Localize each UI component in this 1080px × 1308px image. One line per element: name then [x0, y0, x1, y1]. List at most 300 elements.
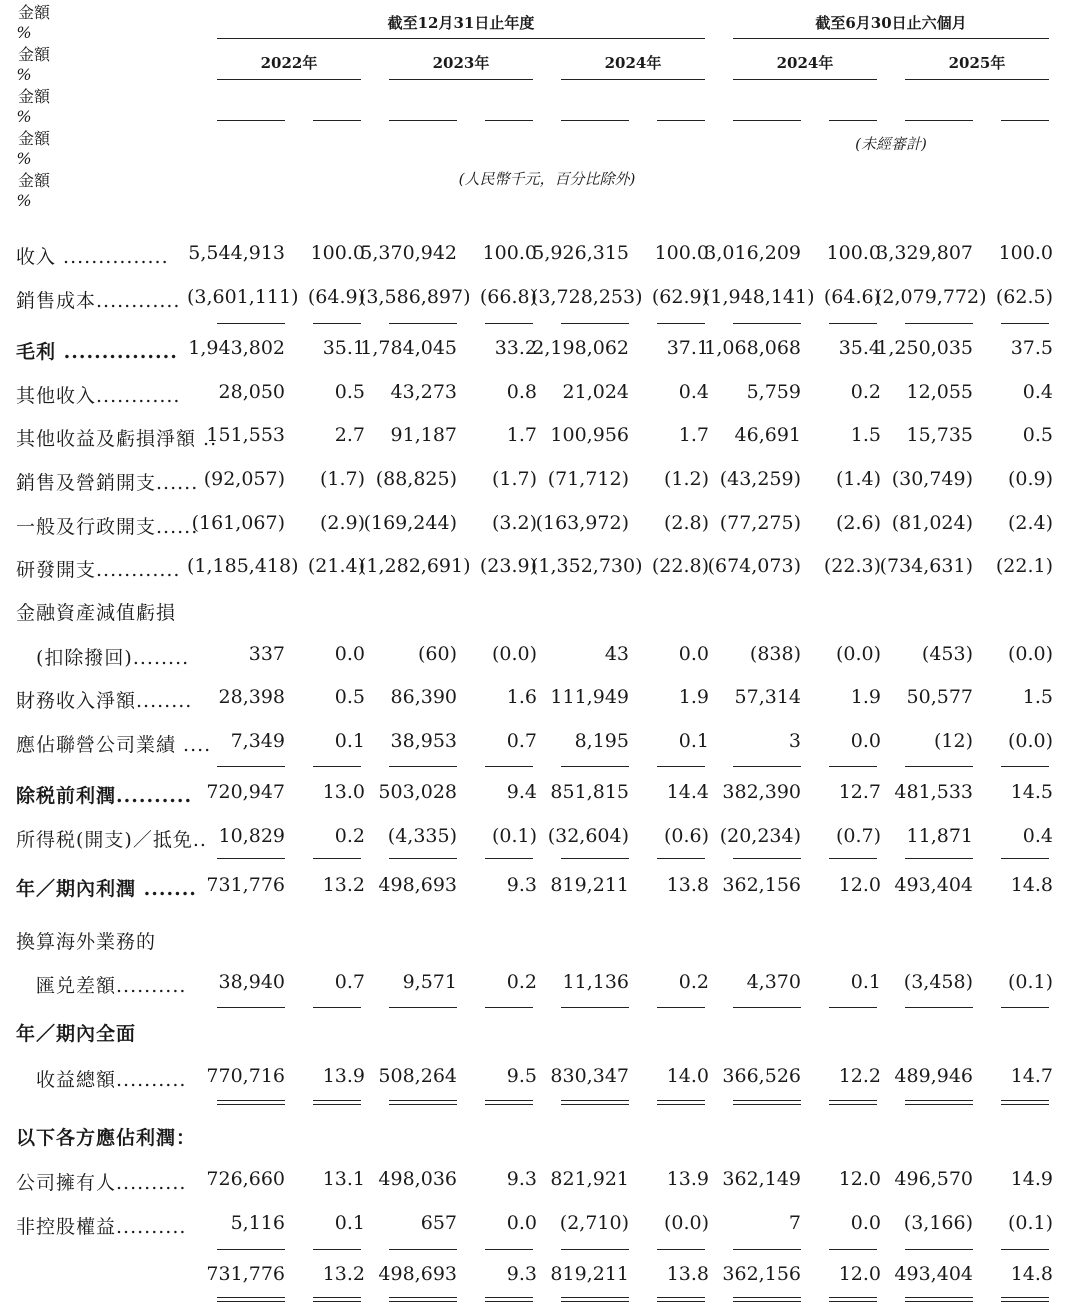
percent-column-header: % [16, 191, 32, 210]
sum-rule [829, 858, 877, 859]
cell-value: 8,195 [574, 730, 629, 752]
cell-value: (2,079,772) [875, 286, 987, 308]
cell-value: 37.1 [666, 337, 709, 359]
row-label: 匯兑差額.......... [36, 975, 187, 997]
cell-value: 12,055 [906, 381, 973, 403]
cell-value: (0.0) [491, 643, 537, 665]
cell-value: 0.4 [1022, 825, 1053, 847]
cell-value: 7,349 [230, 730, 285, 752]
cell-value: 0.0 [506, 1212, 537, 1234]
cell-value: 0.1 [678, 730, 709, 752]
sum-rule [485, 323, 533, 324]
cell-value: 726,660 [206, 1168, 285, 1190]
cell-value: 498,693 [378, 1263, 457, 1285]
cell-value: 1,250,035 [876, 337, 973, 359]
cell-value: 1,068,068 [704, 337, 801, 359]
cell-value: 3 [788, 730, 801, 752]
cell-value: 100.0 [998, 242, 1053, 264]
sum-rule [313, 1249, 361, 1250]
cell-value: (21.4) [307, 555, 365, 577]
sum-rule [1001, 1007, 1049, 1008]
sum-rule [217, 858, 285, 859]
cell-value: (0.7) [835, 825, 881, 847]
cell-value: 0.8 [506, 381, 537, 403]
cell-value: 100.0 [654, 242, 709, 264]
row-label: (扣除撥回)........ [36, 647, 190, 669]
cell-value: 14.8 [1010, 1263, 1053, 1285]
cell-value: 362,156 [722, 1263, 801, 1285]
row-label: 一般及行政開支...... [16, 516, 199, 538]
cell-value: 5,370,942 [360, 242, 457, 264]
amount-column-header: 金額 [17, 45, 50, 64]
cell-value: 13.8 [666, 874, 709, 896]
cell-value: 12.0 [838, 1168, 881, 1190]
row-label: 銷售成本............ [16, 290, 181, 312]
cell-value: 5,116 [230, 1212, 285, 1234]
amount-header-rule [389, 120, 457, 121]
cell-value: 496,570 [894, 1168, 973, 1190]
amount-column-header: 金額 [17, 3, 50, 22]
cell-value: 0.0 [850, 1212, 881, 1234]
percent-column-header: % [16, 65, 32, 84]
cell-value: (20,234) [719, 825, 801, 847]
cell-value: (64.9) [307, 286, 365, 308]
total-double-rule [1001, 1297, 1049, 1302]
cell-value: 493,404 [894, 1263, 973, 1285]
percent-header-rule [485, 120, 533, 121]
unaudited-note: (未經審計) [855, 135, 927, 153]
total-double-rule [657, 1100, 705, 1105]
sum-rule [485, 1007, 533, 1008]
cell-value: 14.7 [1010, 1065, 1053, 1087]
cell-value: 720,947 [206, 781, 285, 803]
percent-column-header: % [16, 23, 32, 42]
cell-value: 0.0 [678, 643, 709, 665]
header-group-six-months: 截至6月30日止六個月 [815, 14, 967, 32]
sum-rule [561, 1007, 629, 1008]
cell-value: 35.1 [322, 337, 365, 359]
cell-value: (1.2) [663, 468, 709, 490]
amount-header-rule [561, 120, 629, 121]
cell-value: 503,028 [378, 781, 457, 803]
sum-rule [657, 1007, 705, 1008]
cell-value: (734,631) [879, 555, 973, 577]
cell-value: 12.2 [838, 1065, 881, 1087]
year-header: 2023年 [432, 54, 490, 72]
cell-value: 830,347 [550, 1065, 629, 1087]
year-header: 2022年 [260, 54, 318, 72]
cell-value: (0.0) [1007, 730, 1053, 752]
year-rule [389, 79, 533, 80]
row-label: 研發開支............ [16, 559, 181, 581]
cell-value: 100.0 [826, 242, 881, 264]
total-double-rule [561, 1100, 629, 1105]
cell-value: (1.7) [319, 468, 365, 490]
row-label: 除税前利潤.......... [16, 785, 193, 807]
cell-value: 50,577 [906, 686, 973, 708]
header-group-full-year: 截至12月31日止年度 [387, 14, 535, 32]
sum-rule [217, 1249, 285, 1250]
row-label: 財務收入淨額........ [16, 690, 193, 712]
cell-value: 0.1 [850, 971, 881, 993]
cell-value: 0.5 [1022, 424, 1053, 446]
percent-header-rule [829, 120, 877, 121]
cell-value: 508,264 [378, 1065, 457, 1087]
sum-rule [1001, 858, 1049, 859]
percent-column-header: % [16, 107, 32, 126]
cell-value: 15,735 [906, 424, 973, 446]
cell-value: 28,398 [218, 686, 285, 708]
cell-value: 111,949 [550, 686, 629, 708]
cell-value: (22.3) [823, 555, 881, 577]
cell-value: 821,921 [550, 1168, 629, 1190]
sum-rule [905, 858, 973, 859]
cell-value: (3,458) [903, 971, 973, 993]
sum-rule [905, 1249, 973, 1250]
cell-value: 0.1 [334, 730, 365, 752]
sum-rule [561, 858, 629, 859]
amount-column-header: 金額 [17, 171, 50, 190]
total-double-rule [389, 1100, 457, 1105]
cell-value: 498,036 [378, 1168, 457, 1190]
year-rule [561, 79, 705, 80]
total-double-rule [905, 1100, 973, 1105]
row-label: 年／期內全面 [16, 1023, 137, 1045]
cell-value: (163,972) [535, 512, 629, 534]
row-label: 其他收益及虧損淨額 .. [16, 428, 218, 450]
cell-value: (60) [417, 643, 457, 665]
cell-value: (0.6) [663, 825, 709, 847]
cell-value: 14.4 [666, 781, 709, 803]
row-label: 其他收入............ [16, 385, 181, 407]
cell-value: (3,601,111) [187, 286, 299, 308]
sum-rule [733, 858, 801, 859]
cell-value: 9.3 [506, 1168, 537, 1190]
cell-value: 37.5 [1010, 337, 1053, 359]
cell-value: 9.4 [506, 781, 537, 803]
row-label: 公司擁有人.......... [16, 1172, 187, 1194]
cell-value: (71,712) [547, 468, 629, 490]
sum-rule [561, 766, 629, 767]
row-label: 年／期內利潤 ....... [16, 878, 197, 900]
cell-value: (0.0) [663, 1212, 709, 1234]
cell-value: 4,370 [746, 971, 801, 993]
sum-rule [1001, 1249, 1049, 1250]
sum-rule [733, 1007, 801, 1008]
cell-value: (838) [749, 643, 801, 665]
cell-value: (2.6) [835, 512, 881, 534]
cell-value: (0.0) [1007, 643, 1053, 665]
cell-value: 337 [248, 643, 285, 665]
cell-value: (453) [921, 643, 973, 665]
row-label: 毛利 ............... [16, 341, 178, 363]
cell-value: (2.9) [319, 512, 365, 534]
total-double-rule [313, 1100, 361, 1105]
cell-value: (32,604) [547, 825, 629, 847]
cell-value: (1.7) [491, 468, 537, 490]
cell-value: 10,829 [218, 825, 285, 847]
year-rule [217, 79, 361, 80]
cell-value: 481,533 [894, 781, 973, 803]
sum-rule [657, 766, 705, 767]
cell-value: 13.1 [322, 1168, 365, 1190]
row-label: 所得税(開支)／抵免.. [16, 829, 207, 851]
sum-rule [389, 1249, 457, 1250]
cell-value: 0.7 [334, 971, 365, 993]
cell-value: 366,526 [722, 1065, 801, 1087]
cell-value: 12.0 [838, 874, 881, 896]
cell-value: 1.5 [850, 424, 881, 446]
cell-value: 13.8 [666, 1263, 709, 1285]
cell-value: (62.5) [995, 286, 1053, 308]
amount-column-header: 金額 [17, 87, 50, 106]
amount-column-header: 金額 [17, 129, 50, 148]
cell-value: (81,024) [891, 512, 973, 534]
cell-value: (674,073) [707, 555, 801, 577]
percent-header-rule [1001, 120, 1049, 121]
amount-header-rule [217, 120, 285, 121]
sum-rule [217, 766, 285, 767]
sum-rule [485, 766, 533, 767]
cell-value: (62.9) [651, 286, 709, 308]
row-label: 換算海外業務的 [16, 931, 157, 953]
sum-rule [1001, 766, 1049, 767]
total-double-rule [313, 1297, 361, 1302]
amount-header-rule [733, 120, 801, 121]
sum-rule [217, 323, 285, 324]
cell-value: 14.5 [1010, 781, 1053, 803]
sum-rule [657, 323, 705, 324]
cell-value: 11,136 [562, 971, 629, 993]
cell-value: (2,710) [559, 1212, 629, 1234]
cell-value: 7 [788, 1212, 801, 1234]
sum-rule [389, 1007, 457, 1008]
cell-value: (0.1) [1007, 971, 1053, 993]
sum-rule [389, 766, 457, 767]
sum-rule [389, 858, 457, 859]
cell-value: 13.0 [322, 781, 365, 803]
cell-value: 100.0 [310, 242, 365, 264]
sum-rule [733, 323, 801, 324]
sum-rule [733, 1249, 801, 1250]
cell-value: 362,156 [722, 874, 801, 896]
cell-value: 14.9 [1010, 1168, 1053, 1190]
percent-column-header: % [16, 149, 32, 168]
cell-value: 38,953 [390, 730, 457, 752]
cell-value: 43 [604, 643, 629, 665]
cell-value: (77,275) [719, 512, 801, 534]
cell-value: 91,187 [390, 424, 457, 446]
cell-value: 1.7 [506, 424, 537, 446]
unit-note: (人民幣千元，百分比除外) [458, 170, 636, 188]
cell-value: (0.0) [835, 643, 881, 665]
cell-value: 100,956 [550, 424, 629, 446]
sum-rule [1001, 323, 1049, 324]
cell-value: (43,259) [719, 468, 801, 490]
cell-value: 0.7 [506, 730, 537, 752]
cell-value: 14.8 [1010, 874, 1053, 896]
total-double-rule [485, 1100, 533, 1105]
row-label: 非控股權益.......... [16, 1216, 187, 1238]
cell-value: (169,244) [363, 512, 457, 534]
cell-value: 2.7 [334, 424, 365, 446]
cell-value: 0.5 [334, 381, 365, 403]
cell-value: 38,940 [218, 971, 285, 993]
cell-value: 851,815 [550, 781, 629, 803]
cell-value: 489,946 [894, 1065, 973, 1087]
cell-value: 33.2 [494, 337, 537, 359]
cell-value: (2.8) [663, 512, 709, 534]
cell-value: (1.4) [835, 468, 881, 490]
cell-value: 0.0 [334, 643, 365, 665]
cell-value: 382,390 [722, 781, 801, 803]
cell-value: (2.4) [1007, 512, 1053, 534]
cell-value: 28,050 [218, 381, 285, 403]
cell-value: (64.6) [823, 286, 881, 308]
cell-value: 13.9 [666, 1168, 709, 1190]
sum-rule [829, 1249, 877, 1250]
cell-value: (161,067) [191, 512, 285, 534]
cell-value: 1.5 [1022, 686, 1053, 708]
cell-value: 657 [420, 1212, 457, 1234]
cell-value: 1.6 [506, 686, 537, 708]
cell-value: 0.2 [678, 971, 709, 993]
row-label: 以下各方應佔利潤： [16, 1127, 197, 1149]
cell-value: 5,544,913 [188, 242, 285, 264]
cell-value: 0.4 [1022, 381, 1053, 403]
total-double-rule [217, 1297, 285, 1302]
total-double-rule [657, 1297, 705, 1302]
row-label: 銷售及營銷開支...... [16, 472, 199, 494]
cell-value: 12.0 [838, 1263, 881, 1285]
sum-rule [217, 1007, 285, 1008]
cell-value: 498,693 [378, 874, 457, 896]
cell-value: 14.0 [666, 1065, 709, 1087]
cell-value: 0.2 [334, 825, 365, 847]
year-rule [733, 79, 877, 80]
cell-value: 0.0 [850, 730, 881, 752]
cell-value: 13.2 [322, 1263, 365, 1285]
cell-value: 0.1 [334, 1212, 365, 1234]
sum-rule [561, 323, 629, 324]
sum-rule [905, 1007, 973, 1008]
total-double-rule [905, 1297, 973, 1302]
cell-value: (1,185,418) [187, 555, 299, 577]
sum-rule [313, 858, 361, 859]
sum-rule [657, 1249, 705, 1250]
sum-rule [905, 323, 973, 324]
cell-value: 0.4 [678, 381, 709, 403]
cell-value: 819,211 [550, 874, 629, 896]
cell-value: 5,926,315 [532, 242, 629, 264]
cell-value: 1.9 [678, 686, 709, 708]
cell-value: 1.7 [678, 424, 709, 446]
cell-value: 362,149 [722, 1168, 801, 1190]
sum-rule [657, 858, 705, 859]
cell-value: 12.7 [838, 781, 881, 803]
cell-value: 9.3 [506, 874, 537, 896]
cell-value: (1,948,141) [703, 286, 815, 308]
cell-value: (22.1) [995, 555, 1053, 577]
amount-header-rule [905, 120, 973, 121]
cell-value: 731,776 [206, 874, 285, 896]
sum-rule [829, 766, 877, 767]
cell-value: (0.1) [1007, 1212, 1053, 1234]
row-label: 收入 ............... [16, 246, 169, 268]
total-double-rule [733, 1297, 801, 1302]
cell-value: 3,329,807 [876, 242, 973, 264]
total-double-rule [829, 1297, 877, 1302]
total-double-rule [829, 1100, 877, 1105]
cell-value: 9,571 [402, 971, 457, 993]
cell-value: (1,282,691) [359, 555, 471, 577]
cell-value: 0.2 [850, 381, 881, 403]
cell-value: (3,728,253) [531, 286, 643, 308]
cell-value: 770,716 [206, 1065, 285, 1087]
sum-rule [733, 766, 801, 767]
cell-value: 9.3 [506, 1263, 537, 1285]
sum-rule [905, 766, 973, 767]
cell-value: 151,553 [206, 424, 285, 446]
cell-value: 731,776 [206, 1263, 285, 1285]
cell-value: (23.9) [479, 555, 537, 577]
cell-value: 0.2 [506, 971, 537, 993]
sum-rule [485, 1249, 533, 1250]
cell-value: (66.8) [479, 286, 537, 308]
sum-rule [389, 323, 457, 324]
sum-rule [829, 323, 877, 324]
cell-value: (88,825) [375, 468, 457, 490]
row-label: 金融資產減值虧損 [16, 602, 177, 624]
cell-value: 43,273 [390, 381, 457, 403]
cell-value: 100.0 [482, 242, 537, 264]
cell-value: 2,198,062 [532, 337, 629, 359]
cell-value: 86,390 [390, 686, 457, 708]
cell-value: 1,784,045 [360, 337, 457, 359]
percent-header-rule [657, 120, 705, 121]
sum-rule [313, 1007, 361, 1008]
total-double-rule [1001, 1100, 1049, 1105]
cell-value: 493,404 [894, 874, 973, 896]
sum-rule [313, 766, 361, 767]
sum-rule [313, 323, 361, 324]
cell-value: 46,691 [734, 424, 801, 446]
year-rule [905, 79, 1049, 80]
header-rule-six-months [733, 38, 1049, 39]
cell-value: 13.9 [322, 1065, 365, 1087]
year-header: 2024年 [604, 54, 662, 72]
cell-value: 21,024 [562, 381, 629, 403]
cell-value: (12) [933, 730, 973, 752]
cell-value: (0.1) [491, 825, 537, 847]
cell-value: (1,352,730) [531, 555, 643, 577]
sum-rule [561, 1249, 629, 1250]
total-double-rule [561, 1297, 629, 1302]
cell-value: (22.8) [651, 555, 709, 577]
row-label: 應佔聯營公司業績 .... [16, 734, 212, 756]
cell-value: (30,749) [891, 468, 973, 490]
cell-value: 1.9 [850, 686, 881, 708]
cell-value: 57,314 [734, 686, 801, 708]
cell-value: (0.9) [1007, 468, 1053, 490]
sum-rule [829, 1007, 877, 1008]
cell-value: 0.5 [334, 686, 365, 708]
cell-value: (92,057) [203, 468, 285, 490]
header-rule-full-year [217, 38, 705, 39]
cell-value: (3.2) [491, 512, 537, 534]
cell-value: 1,943,802 [188, 337, 285, 359]
cell-value: 35.4 [838, 337, 881, 359]
